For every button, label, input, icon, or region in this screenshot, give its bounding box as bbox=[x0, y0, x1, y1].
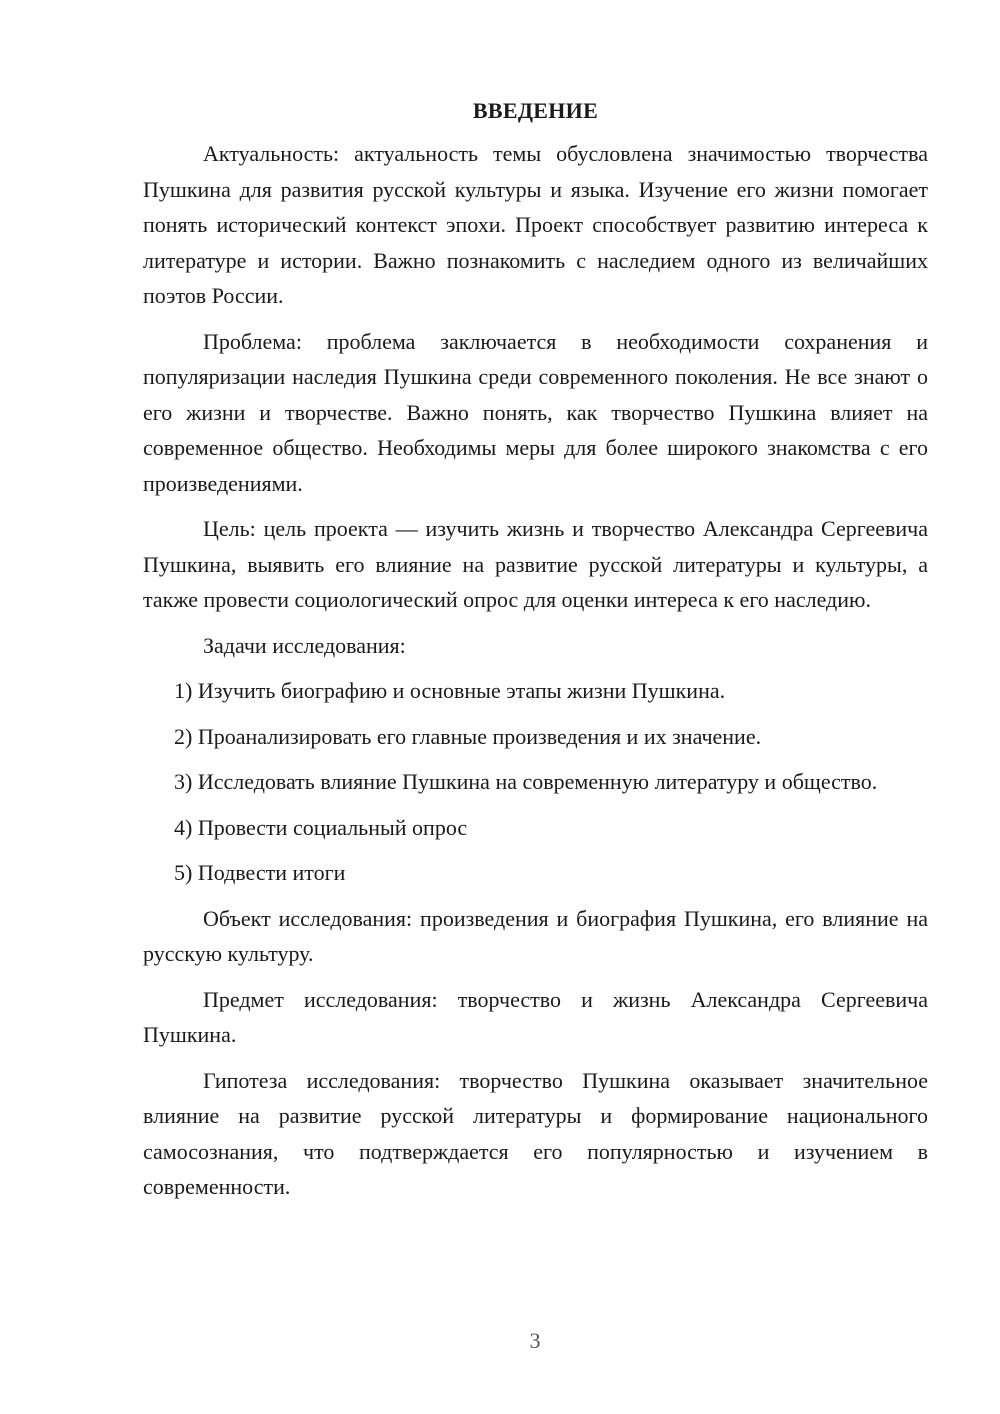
task-item: 4) Провести социальный опрос bbox=[174, 814, 468, 840]
task-item: 2) Проанализировать его главные произведения и их значение. bbox=[174, 723, 762, 749]
page-title: ВВЕДЕНИЕ bbox=[472, 98, 599, 123]
document-page bbox=[143, 96, 928, 1215]
task-item: 3) Исследовать влияние Пушкина на современную литературу и общество. bbox=[174, 769, 878, 794]
object-paragraph: Объект исследования: произведения и биография Пушкина, его влияние на русскую культуру. bbox=[143, 905, 928, 966]
tasks-heading: Задачи исследования: bbox=[203, 632, 406, 658]
task-item: 1) Изучить биографию и основные этапы жизни Пушкина. bbox=[174, 678, 726, 703]
task-item: 5) Подвести итоги bbox=[174, 860, 346, 885]
page-number: 3 bbox=[529, 1328, 541, 1353]
goal-paragraph: Цель: цель проекта — изучить жизнь и творчество Александра Сергеевича Пушкина, выявить его влияние на развитие русской литературы и культуры, а также провести социологический опрос для оценки интереса к его наследию. bbox=[143, 516, 928, 612]
hypothesis-paragraph: Гипотеза исследования: творчество Пушкина оказывает значительное влияние на развитие русской литературы и формирование национального самосознания, что подтверждается его популярностью и изучением в современности. bbox=[143, 1067, 928, 1199]
relevance-paragraph: Актуальность: актуальность темы обусловлена значимостью творчества Пушкина для развития русской культуры и языка. Изучение его жизни помогает понять исторический контекст эпохи. Проект способствует развитию интереса к литературе и истории. Важно познакомить с наследием одного из величайших поэтов России. bbox=[143, 141, 928, 308]
subject-paragraph: Предмет исследования: творчество и жизнь Александра Сергеевича Пушкина. bbox=[143, 986, 928, 1047]
problem-paragraph: Проблема: проблема заключается в необходимости сохранения и популяризации наследия Пушкина среди современного поколения. Не все знают о его жизни и творчестве. Важно понять, как творчество Пушкина влияет на современное общество. Необходимы меры для более широкого знакомства с его произведениями. bbox=[143, 328, 928, 496]
